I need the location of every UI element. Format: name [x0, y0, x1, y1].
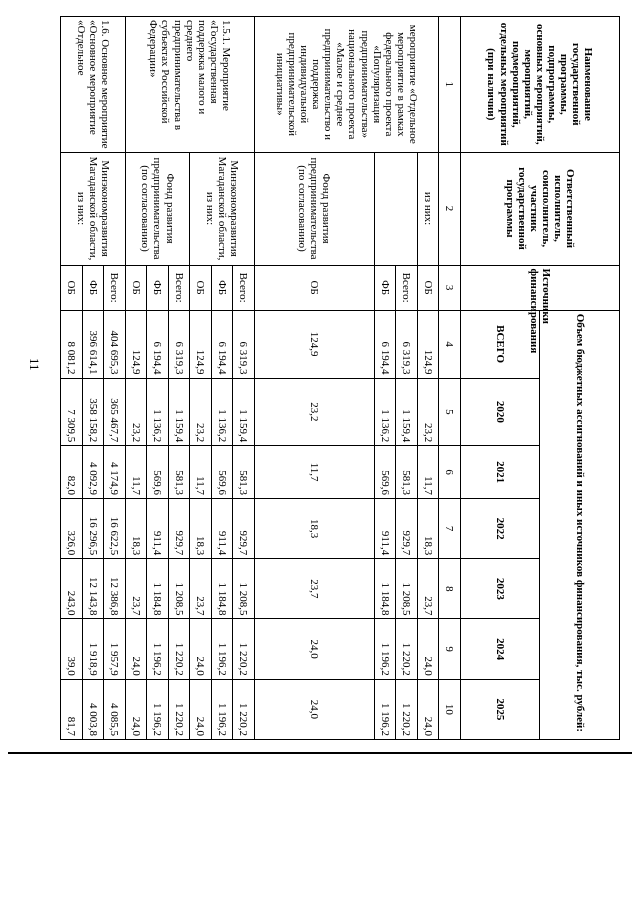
cell-value: 6 194,4: [374, 310, 396, 378]
cell-value: 24,0: [417, 619, 439, 679]
cell-value: 16 296,5: [82, 499, 104, 559]
cell-value: 6 194,4: [211, 310, 233, 378]
cell-value: 1 196,2: [374, 619, 396, 679]
row-name: 1.6. Основное мероприятие «Основное мероприятие «Отдельное: [61, 17, 126, 153]
column-number: 8: [439, 559, 461, 619]
table-row: [104, 17, 126, 740]
cell-value: 1 220,2: [396, 619, 418, 679]
cell-value: 6 319,3: [233, 310, 255, 378]
cell-value: 23,2: [417, 378, 439, 446]
header-year: 2020: [460, 378, 540, 446]
row-executor: из них:: [417, 152, 439, 265]
row-name: 1.5.1. Мероприятие «Государственная поддержка малого и среднего предпринимательства в субъектах Российской Федерации»: [125, 17, 254, 153]
cell-value: 24,0: [254, 679, 374, 739]
cell-value: 23,7: [417, 559, 439, 619]
cell-value: 243,0: [61, 559, 83, 619]
header-year: 2022: [460, 499, 540, 559]
cell-value: 929,7: [233, 499, 255, 559]
row-source: ОБ: [190, 265, 212, 310]
cell-value: 1 220,2: [233, 619, 255, 679]
cell-value: 4 085,5: [104, 679, 126, 739]
column-number-row: [439, 17, 461, 740]
cell-value: 81,7: [61, 679, 83, 739]
cell-value: 24,0: [125, 619, 147, 679]
table-row: [417, 17, 439, 740]
cell-value: 124,9: [254, 310, 374, 378]
cell-value: 1 208,5: [168, 559, 190, 619]
cell-value: 1 196,2: [147, 679, 169, 739]
row-source: ФБ: [211, 265, 233, 310]
cell-value: 1 220,2: [168, 619, 190, 679]
row-executor: [374, 152, 417, 265]
cell-value: 1 918,9: [82, 619, 104, 679]
cell-value: 1 184,8: [374, 559, 396, 619]
row-source: ФБ: [147, 265, 169, 310]
column-number: 3: [439, 265, 461, 310]
row-source: ОБ: [125, 265, 147, 310]
cell-value: 911,4: [374, 499, 396, 559]
cell-value: 569,6: [147, 446, 169, 499]
cell-value: 124,9: [125, 310, 147, 378]
cell-value: 23,7: [125, 559, 147, 619]
header-year: 2024: [460, 619, 540, 679]
cell-value: 1 184,8: [211, 559, 233, 619]
cell-value: 11,7: [125, 446, 147, 499]
cell-value: 1 136,2: [374, 378, 396, 446]
cell-value: 929,7: [396, 499, 418, 559]
cell-value: 23,2: [190, 378, 212, 446]
row-source: ФБ: [374, 265, 396, 310]
cell-value: 1 184,8: [147, 559, 169, 619]
cell-value: 4 174,9: [104, 446, 126, 499]
header-source: Источники финансирования: [460, 265, 619, 310]
cell-value: 12 386,8: [104, 559, 126, 619]
cell-value: 1 196,2: [211, 619, 233, 679]
cell-value: 581,3: [396, 446, 418, 499]
cell-value: 24,0: [125, 679, 147, 739]
header-name: Наименование государственной программы, подпрограммы, основных мероприятий, мероприятий, подмероприятий, отдельных мероприятий (при наличии): [460, 17, 619, 153]
cell-value: 8 081,2: [61, 310, 83, 378]
column-number: 9: [439, 619, 461, 679]
cell-value: 6 194,4: [147, 310, 169, 378]
cell-value: 24,0: [417, 679, 439, 739]
cell-value: 11,7: [254, 446, 374, 499]
row-source: Всего:: [104, 265, 126, 310]
header-executor: Ответственный исполнитель, соисполнитель, участник государственной программы: [460, 152, 619, 265]
column-number: 4: [439, 310, 461, 378]
rotated-table-container: [60, 16, 620, 740]
column-number: 5: [439, 378, 461, 446]
cell-value: 358 158,2: [82, 378, 104, 446]
row-source: ОБ: [254, 265, 374, 310]
cell-value: 16 622,5: [104, 499, 126, 559]
cell-value: 11,7: [190, 446, 212, 499]
cell-value: 23,2: [254, 378, 374, 446]
cell-value: 7 309,5: [61, 378, 83, 446]
row-executor: Фонд развития предпринимательства (по согласованию): [125, 152, 190, 265]
cell-value: 1 136,2: [147, 378, 169, 446]
cell-value: 404 695,3: [104, 310, 126, 378]
row-source: Всего:: [168, 265, 190, 310]
cell-value: 1 220,2: [168, 679, 190, 739]
table-row: [233, 17, 255, 740]
cell-value: 12 143,8: [82, 559, 104, 619]
cell-value: 1 159,4: [233, 378, 255, 446]
row-source: ОБ: [61, 265, 83, 310]
header-volume: Объем бюджетных ассигнований и иных источников финансирования, тыс. рублей:: [540, 310, 620, 739]
cell-value: 23,2: [125, 378, 147, 446]
row-source: ОБ: [417, 265, 439, 310]
cell-value: 6 319,3: [168, 310, 190, 378]
column-number: 10: [439, 679, 461, 739]
cell-value: 124,9: [417, 310, 439, 378]
cell-value: 1 196,2: [147, 619, 169, 679]
budget-table: [60, 16, 620, 740]
cell-value: 39,0: [61, 619, 83, 679]
cell-value: 124,9: [190, 310, 212, 378]
row-executor: Минэкономразвития Магаданской области, из них:: [190, 152, 255, 265]
cell-value: 1 220,2: [233, 679, 255, 739]
row-executor: Фонд развития предпринимательства (по согласованию): [254, 152, 374, 265]
cell-value: 24,0: [190, 619, 212, 679]
column-number: 2: [439, 152, 461, 265]
page-divider: [8, 752, 632, 754]
cell-value: 24,0: [190, 679, 212, 739]
cell-value: 4 003,8: [82, 679, 104, 739]
header-row-1: [540, 17, 620, 740]
row-source: ФБ: [82, 265, 104, 310]
header-year: 2025: [460, 679, 540, 739]
cell-value: 1 957,9: [104, 619, 126, 679]
cell-value: 1 196,2: [374, 679, 396, 739]
row-source: Всего:: [396, 265, 418, 310]
cell-value: 1 220,2: [396, 679, 418, 739]
cell-value: 581,3: [233, 446, 255, 499]
cell-value: 1 208,5: [396, 559, 418, 619]
cell-value: 18,3: [190, 499, 212, 559]
page-number: 11: [27, 358, 42, 371]
cell-value: 82,0: [61, 446, 83, 499]
cell-value: 18,3: [254, 499, 374, 559]
column-number: 6: [439, 446, 461, 499]
cell-value: 1 196,2: [211, 679, 233, 739]
cell-value: 396 614,1: [82, 310, 104, 378]
column-number: 1: [439, 17, 461, 153]
cell-value: 911,4: [211, 499, 233, 559]
cell-value: 23,7: [190, 559, 212, 619]
cell-value: 23,7: [254, 559, 374, 619]
cell-value: 18,3: [125, 499, 147, 559]
cell-value: 1 136,2: [211, 378, 233, 446]
cell-value: 581,3: [168, 446, 190, 499]
row-name: мероприятие «Отдельное мероприятие в рамках федерального проекта «Популяризация предпринимательства» национального проекта «Малое и среднее предпринимательство и поддержка индивидуальной предпринимательской инициативы»: [254, 17, 439, 153]
row-source: Всего:: [233, 265, 255, 310]
header-year: 2021: [460, 446, 540, 499]
column-number: 7: [439, 499, 461, 559]
cell-value: 11,7: [417, 446, 439, 499]
cell-value: 6 319,3: [396, 310, 418, 378]
cell-value: 18,3: [417, 499, 439, 559]
header-total: ВСЕГО: [460, 310, 540, 378]
cell-value: 1 159,4: [396, 378, 418, 446]
cell-value: 326,0: [61, 499, 83, 559]
cell-value: 1 208,5: [233, 559, 255, 619]
cell-value: 911,4: [147, 499, 169, 559]
row-executor: Минэкономразвития Магаданской области, из них:: [61, 152, 126, 265]
cell-value: 569,6: [374, 446, 396, 499]
cell-value: 1 159,4: [168, 378, 190, 446]
cell-value: 4 092,9: [82, 446, 104, 499]
cell-value: 929,7: [168, 499, 190, 559]
cell-value: 569,6: [211, 446, 233, 499]
cell-value: 24,0: [254, 619, 374, 679]
header-year: 2023: [460, 559, 540, 619]
cell-value: 365 467,7: [104, 378, 126, 446]
